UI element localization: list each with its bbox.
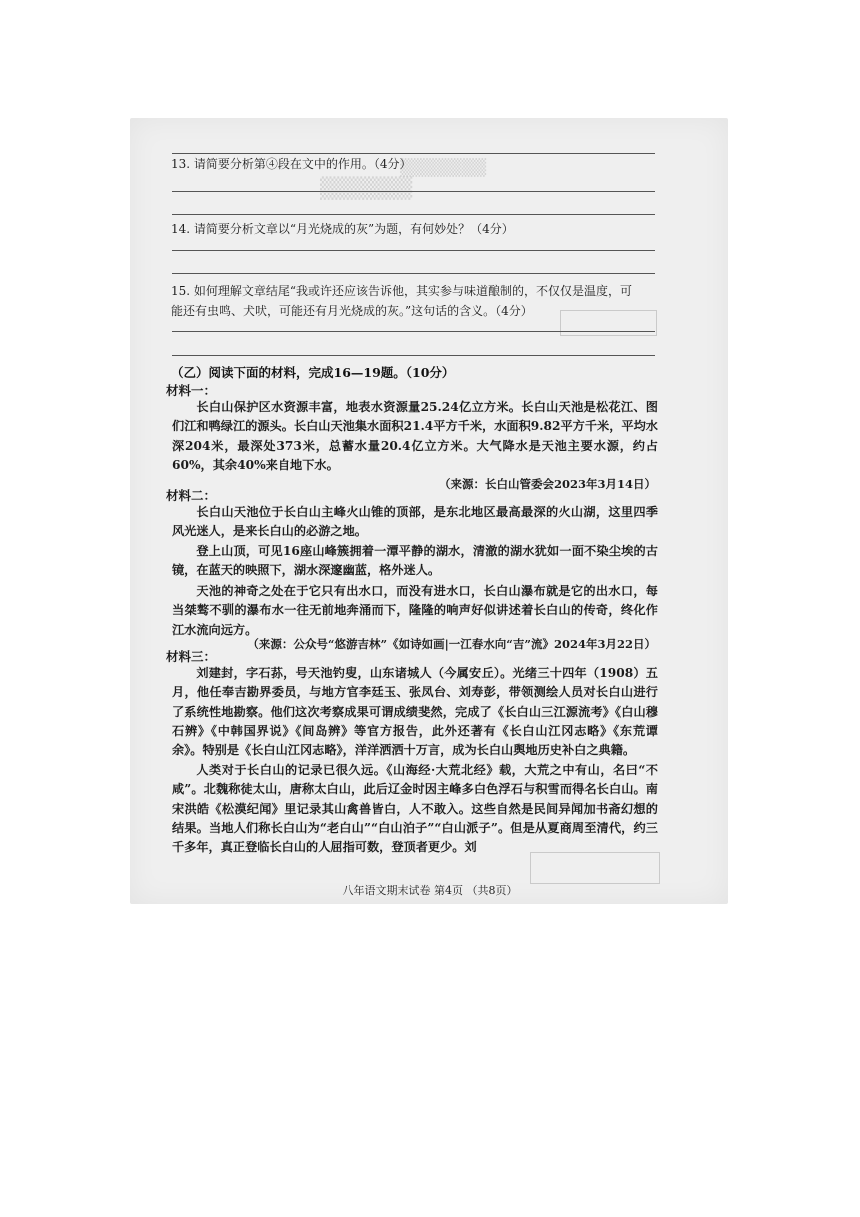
material-1-text: 长白山保护区水资源丰富，地表水资源量25.24亿立方米。长白山天池是松花江、图们江和鸭绿江的源头。长白山天池集水面积21.4平方千米，水面积9.82平方千米，平均水深204米，最深处373米，总蓄水量20.4亿立方米。大气降水是天池主要水源，约占60%，其余40%来自地下水。 xyxy=(172,400,658,472)
section-yi-heading: （乙）阅读下面的材料，完成16—19题。（10分） xyxy=(171,365,455,380)
material-3-label: 材料三： xyxy=(166,649,217,664)
answer-line xyxy=(172,355,655,356)
answer-line xyxy=(172,250,655,251)
question-15-line-1: 15. 如何理解文章结尾“我或许还应该告诉他，其实参与味道酿制的，不仅仅是温度，可 xyxy=(171,284,633,298)
material-1-source: （来源：长白山管委会2023年3月14日） xyxy=(438,477,656,491)
material-2-paragraph-2: 登上山顶，可见16座山峰簇拥着一潭平静的湖水，清澈的湖水犹如一面不染尘埃的古镜，在蓝天的映照下，湖水深邃幽蓝，格外迷人。 xyxy=(172,544,658,578)
material-2-paragraph-1: 长白山天池位于长白山主峰火山锥的顶部，是东北地区最高最深的火山湖，这里四季风光迷人，是来长白山的必游之地。 xyxy=(172,505,658,539)
material-1-label: 材料一： xyxy=(166,383,217,398)
question-15-line-2: 能还有虫鸣、犬吠，可能还有月光烧成的灰。”这句话的含义。（4分） xyxy=(171,304,533,318)
answer-line xyxy=(172,331,655,332)
question-13: 13. 请简要分析第④段在文中的作用。（4分） xyxy=(171,157,412,171)
material-2-paragraph-3: 天池的神奇之处在于它只有出水口，而没有进水口，长白山瀑布就是它的出水口，每当桀骜不驯的瀑布水一往无前地奔涌而下，隆隆的响声好似讲述着长白山的传奇，终化作江水流向远方。 xyxy=(172,584,658,637)
material-2-label: 材料二： xyxy=(166,488,217,503)
material-3-paragraph-1: 刘建封，字石荪，号天池钓叟，山东诸城人（今属安丘）。光绪三十四年（1908）五月，他任奉吉勘界委员，与地方官李廷玉、张凤台、刘寿彭，带领测绘人员对长白山进行了系统性地勘察。他们这次考察成果可谓成绩斐然，完成了《长白山三江源流考》《白山穆石辨》《中韩国界说》《间岛辨》等官方报告，此外还著有《长白山江冈志略》《东荒谭余》。特别是《长白山江冈志略》，洋洋洒洒十万言，成为长白山舆地历史补白之典籍。 xyxy=(172,666,658,758)
bleed-through-text: ▒▒▒▒▒▒ xyxy=(320,176,413,200)
answer-line xyxy=(172,214,655,215)
material-2-source: （来源：公众号“悠游吉林”《如诗如画|一江春水向“吉”流》2024年3月22日） xyxy=(247,637,656,651)
page-footer: 八年语文期末试卷 第4页 （共8页） xyxy=(342,884,518,897)
question-14: 14. 请简要分析文章以“月光烧成的灰”为题，有何妙处？（4分） xyxy=(171,222,514,236)
bleed-through-text: ▒▒▒▒▒▒▒ xyxy=(400,158,487,177)
answer-line xyxy=(172,273,655,274)
material-3-paragraph-2: 人类对于长白山的记录已很久远。《山海经·大荒北经》载，大荒之中有山，名曰“不咸”。北魏称徒太山，唐称太白山，此后辽金时因主峰多白色浮石与积雪而得名长白山。南宋洪皓《松漠纪闻》里记录其山禽兽皆白，人不敢入。这些自然是民间异闻加书斋幻想的结果。当地人们称长白山为“老白山”“白山泊子”“白山派子”。但是从夏商周至清代，约三千多年，真正登临长白山的人屈指可数，登顶者更少。刘 xyxy=(172,763,658,855)
answer-line xyxy=(172,153,655,154)
bleed-through-box xyxy=(560,310,657,336)
answer-line xyxy=(172,191,655,192)
